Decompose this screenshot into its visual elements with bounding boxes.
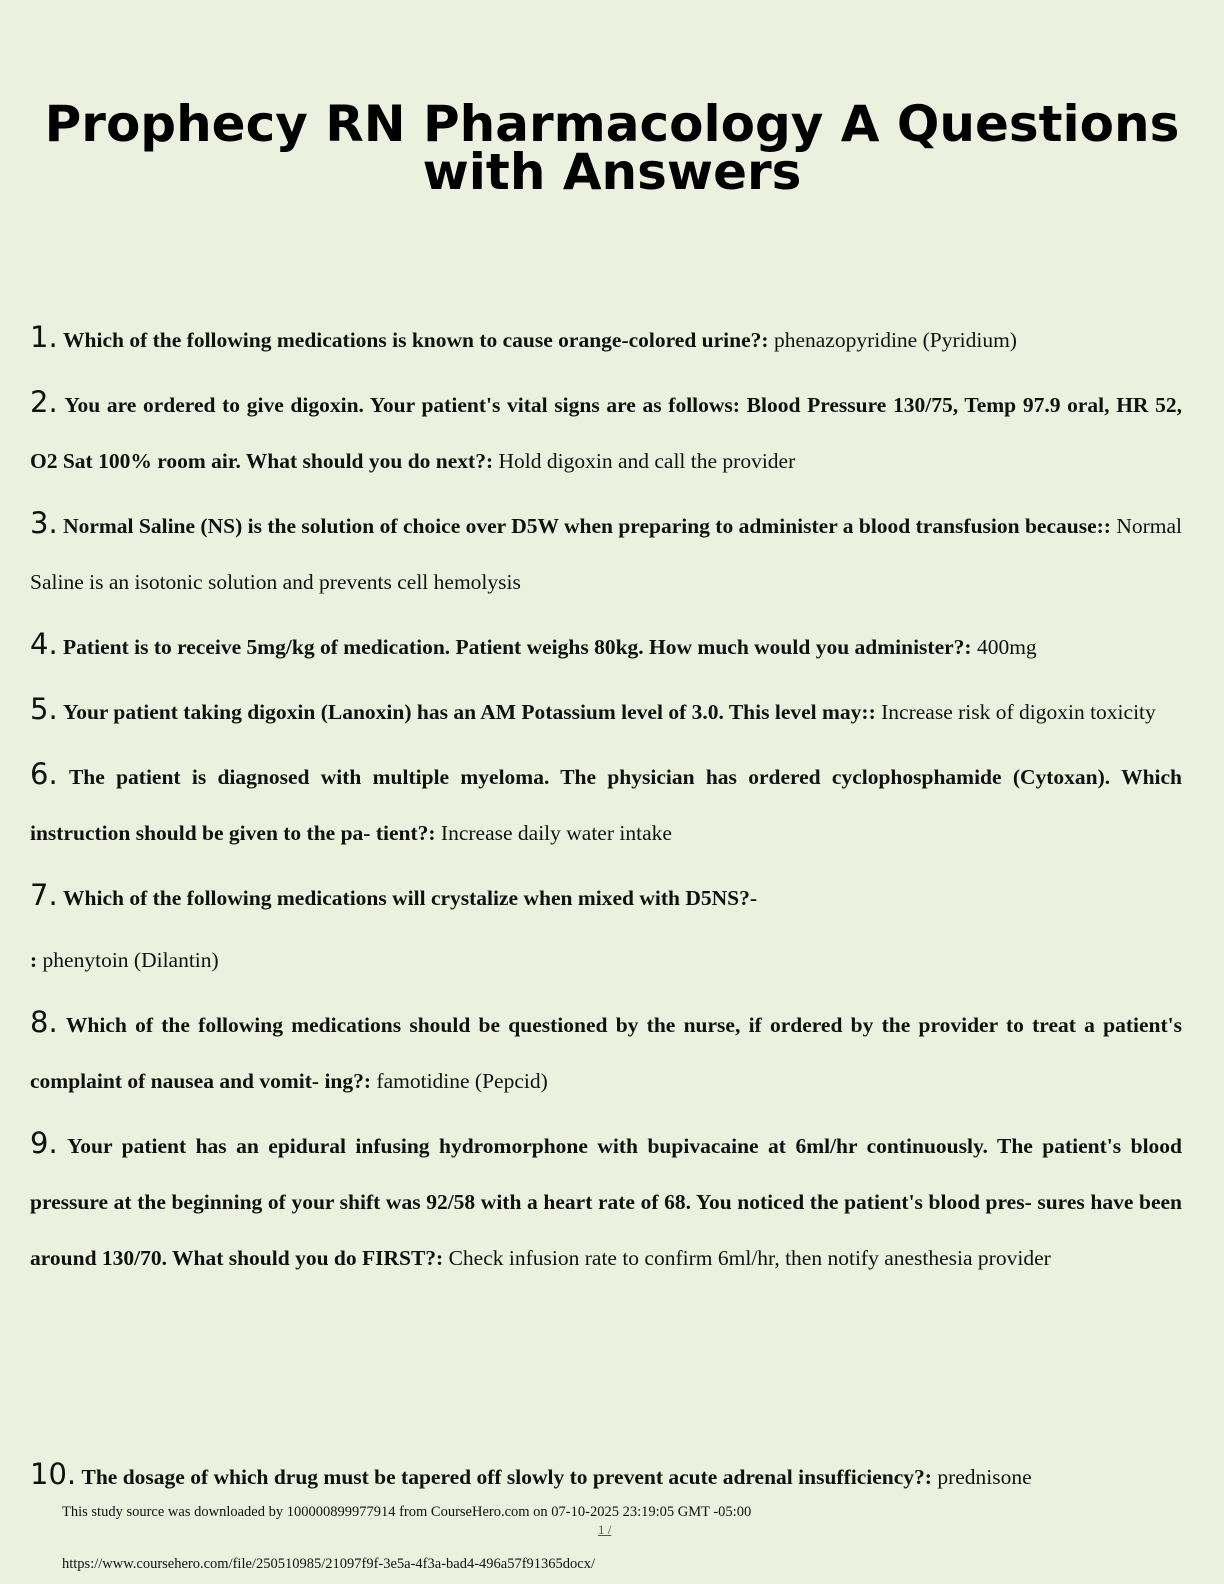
question-item-10 (30, 1446, 1182, 1505)
question-text: You are ordered to give digoxin. Your patient's vital signs are as follows: Blood Pressure 130/75, Temp 97.9 oral, HR 52, O2 Sat 100% room air. What should you do next?: (30, 393, 1182, 473)
question-number: 7. (30, 878, 58, 912)
question-text: Normal Saline (NS) is the solution of choice over D5W when preparing to administer a blood transfusion because:: (63, 514, 1111, 538)
question-item-1 (30, 309, 1182, 368)
answer-text: phenytoin (Dilantin) (42, 948, 219, 972)
question-item-8 (30, 994, 1182, 1109)
answer-text: phenazopyridine (Pyridium) (773, 328, 1017, 352)
question-text: Your patient has an epidural infusing hydromorphone with bupivacaine at 6ml/hr continuously. The patient's blood pressure at the beginning of your shift was 92/58 with a heart rate of 68. You noticed the patient's blood pres- sures have been around 130/70. What should you do FIRST?: (30, 1134, 1182, 1270)
question-number: 1. (30, 320, 58, 354)
question-number: 8. (30, 1005, 58, 1039)
question-item-9 (30, 1115, 1182, 1286)
question-item-7 (30, 867, 1182, 926)
question-number: 4. (30, 627, 58, 661)
question-number: 9. (30, 1126, 58, 1160)
question-item-7-answer (30, 932, 1182, 988)
footer-source-text: This study source was downloaded by 100000899977914 from CourseHero.com on 07-10-2025 23:19:05 GMT -05:00 (62, 1504, 752, 1520)
answer-text: Normal Saline is an isotonic solution and prevents cell hemolysis (30, 514, 1183, 594)
question-text: The dosage of which drug must be tapered off slowly to prevent acute adrenal insufficiency?: (81, 1465, 932, 1489)
question-text: Your patient taking digoxin (Lanoxin) has an AM Potassium level of 3.0. This level may:: (63, 700, 876, 724)
question-number: 6. (30, 757, 58, 791)
page-number: 1 / (598, 1522, 612, 1537)
question-item-3 (30, 495, 1182, 610)
question-number: 5. (30, 692, 58, 726)
question-text: Which of the following medications is known to cause orange-colored urine?: (63, 328, 769, 352)
question-text: Which of the following medications should be questioned by the nurse, if ordered by the provider to treat a patient's complaint of nausea and vomit- ing?: (30, 1013, 1182, 1093)
question-text: The patient is diagnosed with multiple myeloma. The physician has ordered cyclophosphamide (Cytoxan). Which instruction should be given to the pa- tient?: (30, 765, 1182, 845)
answer-text: Increase daily water intake (440, 821, 672, 845)
answer-text: prednisone (937, 1465, 1032, 1489)
answer-text: Increase risk of digoxin toxicity (881, 700, 1156, 724)
answer-text: Check infusion rate to confirm 6ml/hr, then notify anesthesia provider (448, 1246, 1051, 1270)
answer-text: Hold digoxin and call the provider (498, 449, 796, 473)
question-number: 3. (30, 506, 58, 540)
question-item-4 (30, 616, 1182, 675)
question-item-2 (30, 374, 1182, 489)
question-number: 2. (30, 385, 58, 419)
question-list (30, 309, 1182, 1292)
answer-prefix: : (30, 948, 38, 972)
answer-text: famotidine (Pepcid) (376, 1069, 548, 1093)
page-title: Prophecy RN Pharmacology A Questions with Answers (44, 95, 1180, 201)
footer-url-link[interactable]: https://www.coursehero.com/file/250510985/21097f9f-3e5a-4f3a-bad4-496a57f91365docx/ (62, 1556, 596, 1572)
answer-text: 400mg (976, 635, 1037, 659)
question-number: 10. (30, 1457, 77, 1491)
question-text: Which of the following medications will crystalize when mixed with D5NS?- (63, 886, 757, 910)
question-text: Patient is to receive 5mg/kg of medication. Patient weighs 80kg. How much would you administer?: (63, 635, 972, 659)
question-item-6 (30, 746, 1182, 861)
question-item-5 (30, 681, 1182, 740)
